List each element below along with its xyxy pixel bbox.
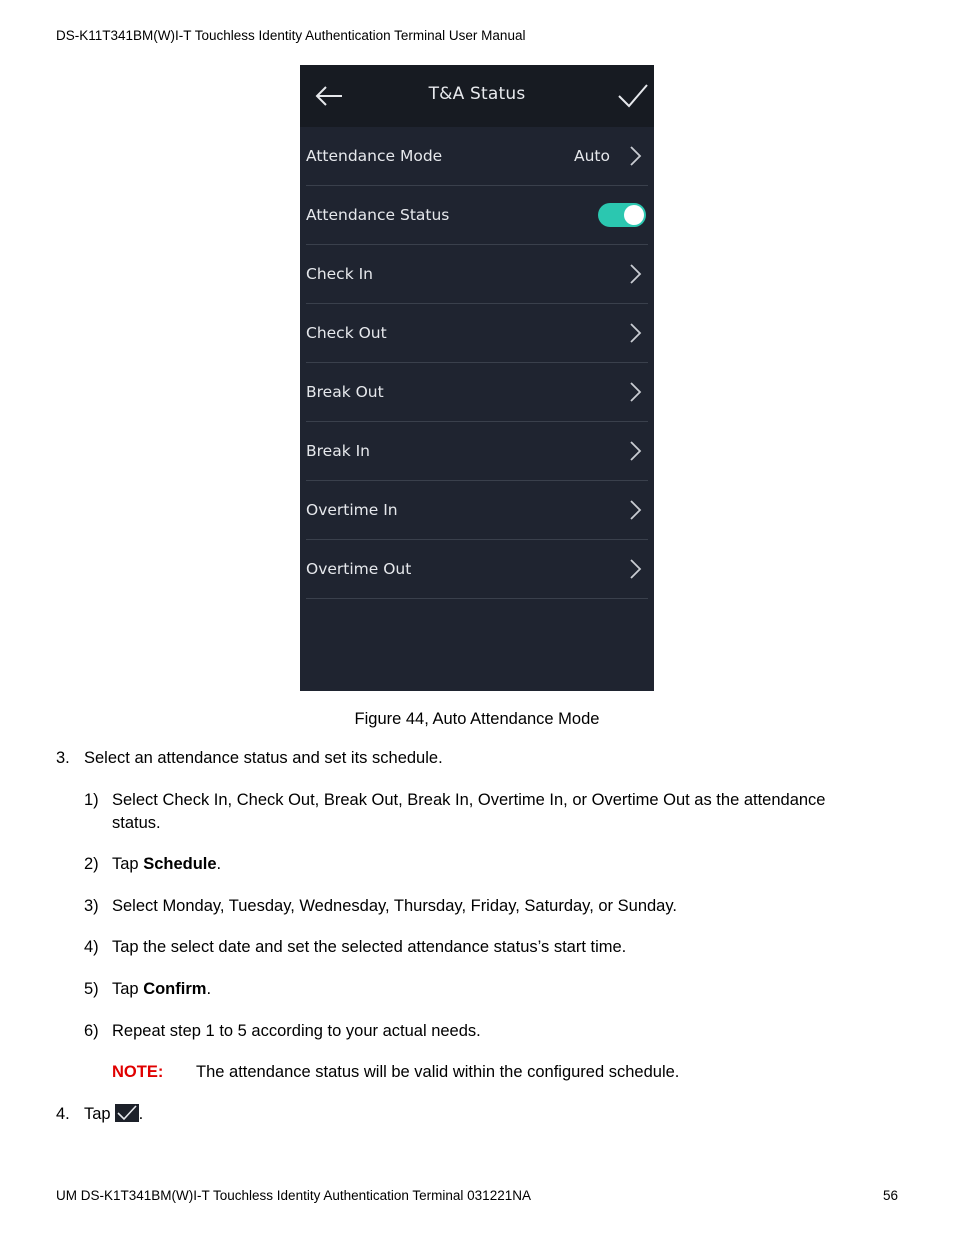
break-in-row[interactable]: [306, 422, 648, 481]
break-out-row[interactable]: [306, 363, 648, 422]
attendance-status-toggle[interactable]: [598, 203, 646, 227]
device-screenshot: [300, 65, 654, 691]
checkmark-icon: [115, 1104, 139, 1122]
device-title: T&A Status: [428, 84, 526, 104]
substep-number: 1): [84, 791, 99, 809]
substep-text: Select Check In, Check Out, Break Out, Break In, Overtime In, or Overtime Out as the attendance: [112, 791, 826, 809]
row-label: Overtime Out: [306, 560, 412, 578]
chevron-right-icon: [628, 499, 642, 521]
text-post: .: [206, 980, 212, 998]
text-pre: Tap: [84, 1105, 111, 1123]
chevron-right-icon: [628, 263, 642, 285]
substep-text: [112, 978, 211, 1001]
chevron-right-icon: [628, 145, 642, 167]
text-post: .: [216, 855, 222, 873]
attendance-status-row: [306, 186, 648, 245]
overtime-out-row[interactable]: [306, 540, 648, 599]
chevron-right-icon: [628, 440, 642, 462]
row-label: Overtime In: [306, 501, 398, 519]
note-label: NOTE:: [112, 1063, 164, 1081]
substep-number: 3): [84, 897, 99, 915]
row-label: Attendance Status: [306, 206, 450, 224]
substep-text: [112, 853, 221, 876]
row-label: Break Out: [306, 383, 384, 401]
figure-caption: Figure 44, Auto Attendance Mode: [354, 710, 600, 728]
chevron-right-icon: [628, 558, 642, 580]
attendance-mode-row[interactable]: [306, 127, 648, 186]
text-pre: Tap: [112, 980, 144, 998]
checkmark-icon[interactable]: [616, 81, 650, 111]
row-label: Check Out: [306, 324, 387, 342]
text-post: .: [138, 1105, 144, 1123]
toggle-knob: [624, 205, 644, 225]
row-label: Attendance Mode: [306, 147, 443, 165]
substep-text: Repeat step 1 to 5 according to your actual needs.: [112, 1022, 481, 1040]
substep-number: 4): [84, 938, 99, 956]
row-value: Auto: [574, 147, 610, 165]
step-text: Select an attendance status and set its schedule.: [84, 749, 443, 767]
settings-list: [306, 127, 648, 599]
substep-number: 5): [84, 980, 99, 998]
step-number: 4.: [56, 1105, 70, 1123]
step-text: [84, 1103, 143, 1126]
substep-number: 2): [84, 855, 99, 873]
note-text: The attendance status will be valid within the configured schedule.: [196, 1063, 680, 1081]
overtime-in-row[interactable]: [306, 481, 648, 540]
substep-text-continued: status.: [112, 814, 161, 832]
page-header: DS-K11T341BM(W)I-T Touchless Identity Authentication Terminal User Manual: [56, 28, 526, 43]
row-label: Check In: [306, 265, 374, 283]
chevron-right-icon: [628, 322, 642, 344]
check-out-row[interactable]: [306, 304, 648, 363]
substep-text: Tap the select date and set the selected attendance status’s start time.: [112, 938, 627, 956]
bold-term: Confirm: [143, 980, 207, 998]
bold-term: Schedule: [143, 855, 217, 873]
chevron-right-icon: [628, 381, 642, 403]
substep-text: Select Monday, Tuesday, Wednesday, Thursday, Friday, Saturday, or Sunday.: [112, 897, 677, 915]
page-footer: UM DS-K1T341BM(W)I-T Touchless Identity Authentication Terminal 031221NA: [56, 1188, 531, 1203]
row-label: Break In: [306, 442, 370, 460]
page-number: 56: [882, 1188, 898, 1203]
text-pre: Tap: [112, 855, 144, 873]
step-number: 3.: [56, 749, 70, 767]
device-top-bar: [300, 65, 654, 127]
substep-number: 6): [84, 1022, 99, 1040]
check-in-row[interactable]: [306, 245, 648, 304]
